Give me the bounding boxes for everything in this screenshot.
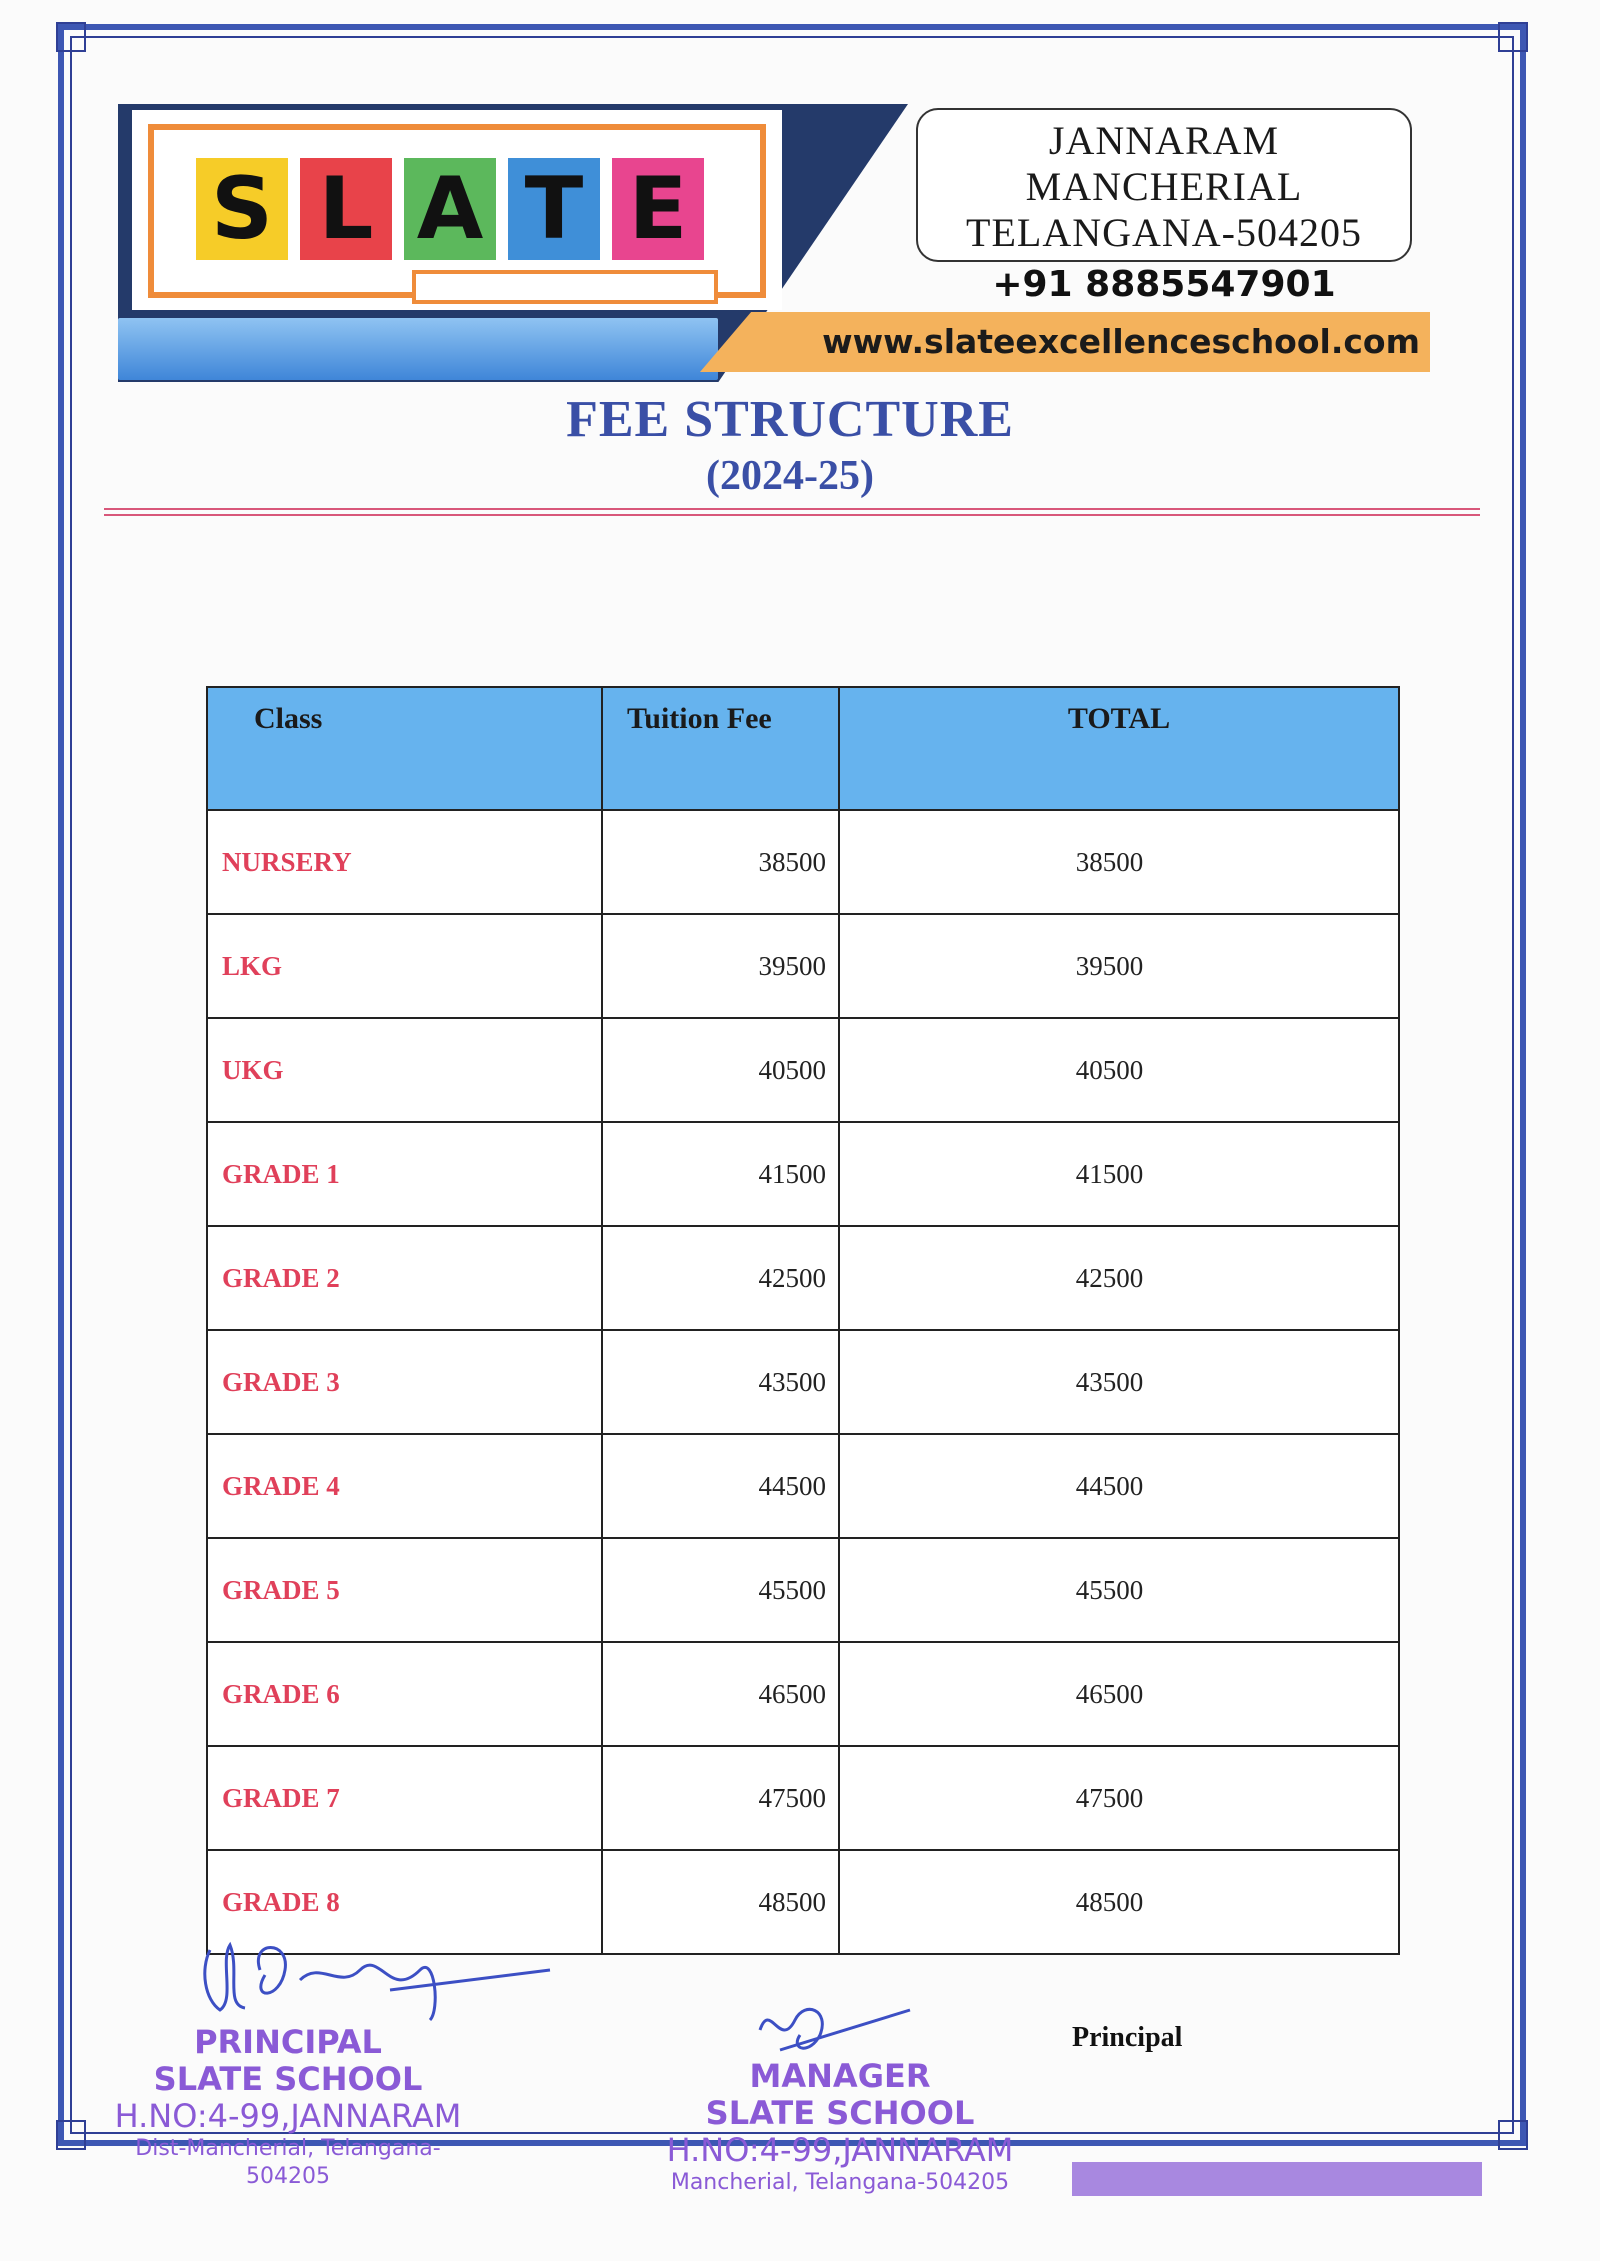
cell-class: GRADE 2	[207, 1226, 602, 1330]
phone-number: +91 8885547901	[992, 264, 1336, 305]
cell-class: GRADE 6	[207, 1642, 602, 1746]
cell-class: GRADE 8	[207, 1850, 602, 1954]
column-header-class: Class	[207, 687, 602, 810]
stamp-line: Dist-Mancherial, Telangana-504205	[135, 2136, 441, 2189]
column-header-tuition-fee: Tuition Fee	[602, 687, 839, 810]
cell-class: GRADE 4	[207, 1434, 602, 1538]
table-row	[207, 1122, 1399, 1226]
address-box	[916, 108, 1412, 262]
table-row	[207, 1434, 1399, 1538]
logo-letter: S	[196, 158, 288, 260]
fee-table	[206, 686, 1400, 1955]
table-row	[207, 1330, 1399, 1434]
cell-tuition-fee: 39500	[602, 914, 839, 1018]
cell-tuition-fee: 42500	[602, 1226, 839, 1330]
stamp-line: Mancherial, Telangana-504205	[670, 2170, 1010, 2195]
table-header-row	[207, 687, 1399, 810]
stamp-line: H.NO:4-99,JANNARAM	[114, 2097, 462, 2135]
manager-stamp	[660, 2058, 1020, 2197]
cell-total: 39500	[839, 914, 1399, 1018]
cell-tuition-fee: 44500	[602, 1434, 839, 1538]
stamp-line: PRINCIPAL	[194, 2023, 382, 2061]
border-corner	[56, 22, 86, 52]
table-row	[207, 1226, 1399, 1330]
title-divider	[104, 514, 1480, 516]
cell-tuition-fee: 48500	[602, 1850, 839, 1954]
cell-total: 41500	[839, 1122, 1399, 1226]
cell-tuition-fee: 38500	[602, 810, 839, 914]
logo-letter: E	[612, 158, 704, 260]
cell-tuition-fee: 45500	[602, 1538, 839, 1642]
logo-slot	[412, 270, 718, 304]
border-corner	[1498, 22, 1528, 52]
header-blue-bar	[118, 318, 718, 380]
cell-class: LKG	[207, 914, 602, 1018]
border-corner	[1498, 2120, 1528, 2150]
address-line: JANNARAM	[1048, 118, 1280, 163]
table-row	[207, 1746, 1399, 1850]
address-line: MANCHERIAL	[1025, 164, 1303, 209]
cell-tuition-fee: 41500	[602, 1122, 839, 1226]
cell-tuition-fee: 46500	[602, 1642, 839, 1746]
cell-total: 47500	[839, 1746, 1399, 1850]
cell-class: UKG	[207, 1018, 602, 1122]
cell-tuition-fee: 43500	[602, 1330, 839, 1434]
cell-class: NURSERY	[207, 810, 602, 914]
cell-total: 40500	[839, 1018, 1399, 1122]
school-logo	[196, 158, 704, 260]
title-divider	[104, 508, 1480, 510]
cell-class: GRADE 7	[207, 1746, 602, 1850]
cell-total: 45500	[839, 1538, 1399, 1642]
border-corner	[56, 2120, 86, 2150]
cell-tuition-fee: 47500	[602, 1746, 839, 1850]
table-row	[207, 1018, 1399, 1122]
cell-total: 48500	[839, 1850, 1399, 1954]
website-url: www.slateexcellenceschool.com	[822, 322, 1420, 361]
page-title: FEE STRUCTURE	[566, 391, 1014, 448]
column-header-total: TOTAL	[839, 687, 1399, 810]
page-subtitle: (2024-25)	[706, 453, 874, 499]
logo-letter: A	[404, 158, 496, 260]
principal-label: Principal	[1072, 2022, 1183, 2053]
cell-tuition-fee: 40500	[602, 1018, 839, 1122]
cell-total: 42500	[839, 1226, 1399, 1330]
cell-class: GRADE 5	[207, 1538, 602, 1642]
stamp-line: SLATE SCHOOL	[705, 2094, 975, 2132]
address-line: TELANGANA-504205	[966, 210, 1362, 255]
cell-total: 43500	[839, 1330, 1399, 1434]
cell-total: 38500	[839, 810, 1399, 914]
logo-letter: T	[508, 158, 600, 260]
table-row	[207, 914, 1399, 1018]
footer-bar	[1072, 2162, 1482, 2196]
principal-stamp	[98, 2024, 478, 2191]
stamp-line: SLATE SCHOOL	[153, 2060, 423, 2098]
logo-letter: L	[300, 158, 392, 260]
fee-table-body	[207, 810, 1399, 1954]
table-row	[207, 1538, 1399, 1642]
stamp-line: H.NO:4-99,JANNARAM	[666, 2131, 1014, 2169]
cell-class: GRADE 3	[207, 1330, 602, 1434]
cell-total: 46500	[839, 1642, 1399, 1746]
stamp-line: MANAGER	[749, 2057, 931, 2095]
table-row	[207, 810, 1399, 914]
cell-class: GRADE 1	[207, 1122, 602, 1226]
table-row	[207, 1642, 1399, 1746]
cell-total: 44500	[839, 1434, 1399, 1538]
